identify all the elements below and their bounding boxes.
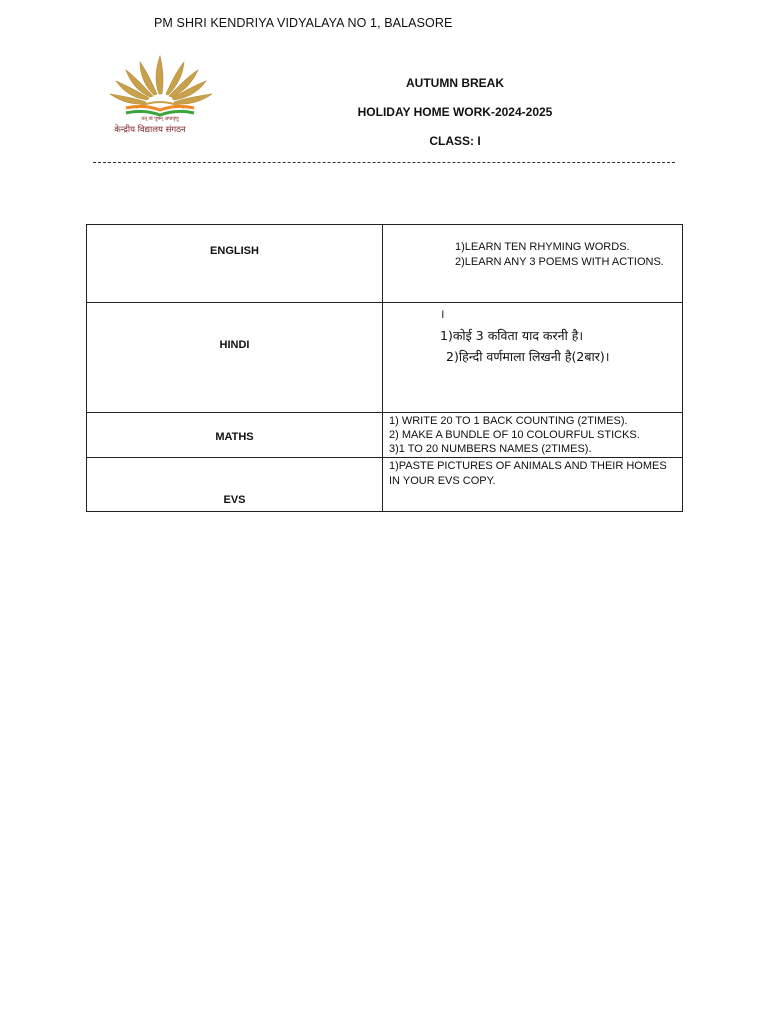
task-item: 2) MAKE A BUNDLE OF 10 COLOURFUL STICKS. [389, 429, 640, 441]
logo-tagline: तत् त्वं पूषन् अपावृणु [141, 116, 179, 122]
task-list-hindi [383, 321, 682, 367]
subject-cell-maths [87, 413, 383, 458]
title-class: CLASS: I [429, 134, 481, 148]
table-row-evs [87, 458, 683, 512]
task-item: 1)LEARN TEN RHYMING WORDS. [455, 241, 630, 253]
kvs-logo [96, 50, 226, 138]
task-cell-hindi [383, 303, 683, 413]
subject-label-english: ENGLISH [210, 245, 259, 257]
task-cell-english [383, 225, 683, 303]
subject-cell-english [87, 225, 383, 303]
kvs-logo-icon [96, 50, 226, 138]
task-cell-evs [383, 458, 683, 512]
dashed-divider [93, 162, 675, 163]
task-list-english [383, 225, 682, 269]
table-row-english [87, 225, 683, 303]
subject-cell-evs [87, 458, 383, 512]
school-name: PM SHRI KENDRIYA VIDYALAYA NO 1, BALASORE [154, 16, 453, 30]
hindi-danda-mark: । [440, 307, 445, 321]
table-row-hindi [87, 303, 683, 413]
subject-label-hindi: HINDI [219, 339, 250, 351]
subject-label-maths: MATHS [215, 431, 254, 443]
homework-table [86, 224, 683, 512]
logo-org-name: केन्द्रीय विद्यालय संगठन [114, 125, 186, 135]
task-item: 1) WRITE 20 TO 1 BACK COUNTING (2TIMES). [389, 415, 628, 427]
subject-label-evs: EVS [223, 494, 246, 506]
table-row-maths [87, 413, 683, 458]
title-autumn-break: AUTUMN BREAK [406, 76, 504, 90]
task-list-evs [383, 458, 682, 488]
subject-cell-hindi [87, 303, 383, 413]
task-item: 3)1 TO 20 NUMBERS NAMES (2TIMES). [389, 443, 592, 455]
task-list-maths [383, 413, 682, 456]
task-item: 2)हिन्दी वर्णमाला लिखनी है(2बार)। [446, 349, 610, 364]
task-item: 1)PASTE PICTURES OF ANIMALS AND THEIR HOMES IN YOUR EVS COPY. [389, 460, 667, 487]
task-cell-maths [383, 413, 683, 458]
task-item: 2)LEARN ANY 3 POEMS WITH ACTIONS. [455, 255, 664, 268]
task-item: 1)कोई 3 कविता याद करनी है। [440, 328, 584, 343]
title-holiday-homework: HOLIDAY HOME WORK-2024-2025 [357, 105, 553, 119]
